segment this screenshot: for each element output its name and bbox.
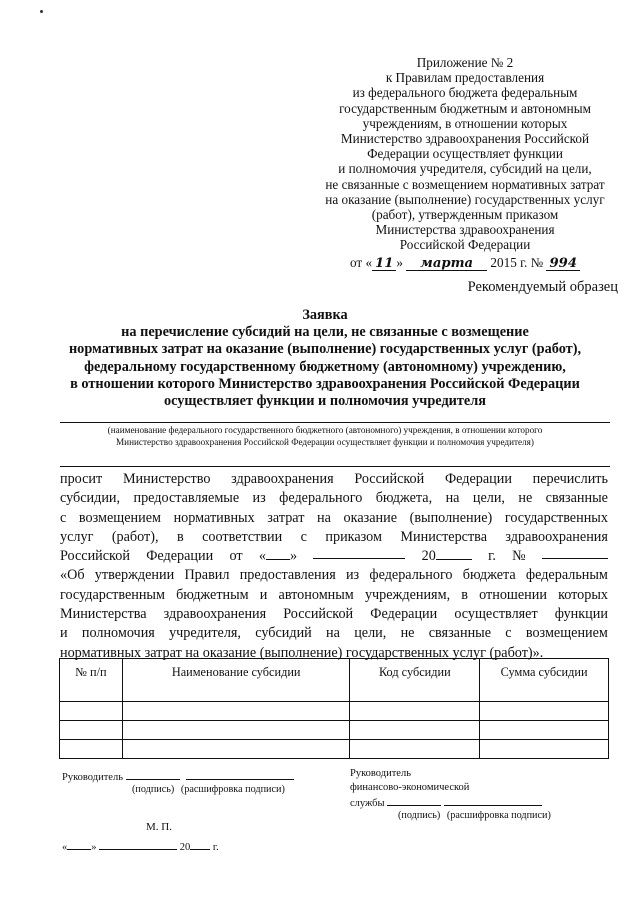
word: г. [488,548,496,565]
word: Федерации [146,548,214,565]
date-quote-close: » [91,842,97,853]
word: с [505,625,512,642]
word: возмещением [78,509,161,526]
word: бюджетным [176,586,249,603]
appendix-block [300,55,630,271]
body-line [60,605,608,624]
date-day-field[interactable] [67,839,91,850]
word: и [259,586,268,603]
word: Российской [60,548,130,565]
word: приказом [325,528,382,545]
word: полномочия [81,625,155,642]
word: на [445,490,460,507]
column-header-name: Наименование субсидии [122,659,350,702]
word: которых [558,586,608,603]
word: автономным [278,586,354,603]
word: просит [60,471,103,487]
word: Российской [354,471,425,487]
subsidy-table [59,658,609,759]
appendix-line: на оказание (выполнение) государственных услуг [325,191,605,207]
word: Министерство [122,471,211,487]
institution-name-line-2[interactable] [60,466,610,467]
year-prefix: 20 [421,548,436,565]
body-line [60,586,608,605]
table-row [60,721,609,740]
word: государственных [504,509,608,526]
word: здравоохранения [231,471,334,487]
word: из [252,490,266,507]
word: Федерации [370,606,438,623]
header-text: № п/п [75,665,107,679]
quote-open: « [258,548,266,565]
word: Федерации [444,471,512,487]
word: в [176,528,184,545]
word: функции [554,606,608,623]
appendix-line: из федерального бюджета федеральным [352,85,578,101]
finance-head-block [350,767,542,811]
word: и [60,625,68,642]
table-row [60,740,609,759]
signature-date [62,839,219,855]
table-cell[interactable] [122,702,350,721]
word: бюджета, [375,490,433,507]
finance-label-line: службы [350,798,385,809]
appendix-line: к Правилам предоставления [385,70,545,86]
table-cell[interactable] [60,740,123,759]
order-month-field[interactable] [313,547,405,559]
date-suffix: 2015 г. № [490,254,544,270]
request-body [60,470,608,663]
appendix-line: (работ), утвержденным приказом [371,207,559,223]
table-cell[interactable] [480,702,609,721]
table-row [60,702,609,721]
word: (работ), [111,528,159,545]
appendix-line: Федерации осуществляет функции [367,146,563,162]
word: субсидий [255,625,312,642]
word: здравоохранения [505,528,608,545]
finance-label-line: финансово-экономической [350,782,470,793]
word: услуг [60,528,94,545]
table-cell[interactable] [60,721,123,740]
body-line-order-date [60,547,608,566]
word: связанные [545,490,608,507]
date-year-field[interactable] [190,839,210,850]
column-header-amount: Сумма субсидии [480,659,609,702]
word: Российской [283,606,354,623]
word: затрат [267,509,305,526]
stamp-placeholder: М. П. [146,821,172,833]
title-line: осуществляет функции и полномочия учредителя [163,393,487,410]
appendix-line: Министерство здравоохранения Российской [340,131,590,147]
word: от [229,548,243,565]
date-suffix: г. [212,842,219,853]
number-sign: № [512,548,526,565]
appendix-line: Министерства здравоохранения [375,222,555,238]
caption-line: Министерство здравоохранения Российской Федерации осуществляет функции и полномочия учредителя) [116,437,534,447]
table-cell[interactable] [122,721,350,740]
table-cell[interactable] [480,740,609,759]
head-label: Руководитель [62,772,123,783]
appendix-line: не связанные с возмещением нормативных затрат [325,176,605,192]
table-cell[interactable] [122,740,350,759]
word: с [60,509,67,526]
word: Правил [184,567,230,584]
body-last-line: нормативных затрат на оказание (выполнение) государственных услуг (работ)». [60,644,544,661]
word: осуществляет [454,606,538,623]
title-line: в отношении которого Министерство здравоохранения Российской Федерации [70,375,580,392]
word: федерального [369,567,453,584]
order-day-field[interactable] [259,547,297,566]
word: в [461,586,468,603]
quote-close: » [289,548,298,565]
sign-caption: (подпись) [132,784,175,795]
word: перечислить [532,471,608,487]
head-signature-decode-field[interactable] [186,769,294,780]
table-cell[interactable] [350,721,480,740]
scan-dot [40,10,43,13]
word: здравоохранения [163,606,267,623]
body-line [60,509,608,528]
date-quote-open: « [62,842,68,853]
appendix-date-line [300,255,630,271]
word: учреждениям, [364,586,451,603]
word: из [345,567,360,584]
body-line [60,489,608,508]
appendix-line: Приложение № 2 [416,55,514,70]
date-prefix: от « [349,254,373,270]
table-cell[interactable] [350,740,480,759]
handwritten-day: 11 [372,257,396,271]
date-mid: » [396,254,403,270]
word: с [300,528,307,545]
finance-label-line: Руководитель [350,768,411,779]
institution-caption [60,424,590,448]
word: государственным [60,586,165,603]
order-year-field[interactable] [422,547,472,566]
word: учредителя, [169,625,241,642]
word: Министерства [400,528,487,545]
appendix-line: государственным бюджетным и автономным [339,100,591,116]
word: возмещением [525,625,608,642]
word: федерального [279,490,363,507]
finance-signature-field[interactable] [387,795,441,806]
decode-caption: (расшифровка подписи) [180,784,285,795]
word: утверждении [94,567,175,584]
head-signature-line [62,769,294,785]
handwritten-number: 994 [546,257,580,271]
word: на [326,625,340,642]
body-line [60,624,608,643]
finance-signature-captions [398,810,551,821]
title-line: нормативных затрат на оказание (выполнение) государственных услуг (работ), [68,341,582,358]
body-line [60,528,608,547]
sign-caption: (подпись) [398,810,441,821]
finance-signature-row [350,795,542,811]
title-line: на перечисление субсидий на цели, не связанные с возмещение [121,324,529,341]
appendix-line: и полномочия учредителя, субсидий на цели, [338,161,592,177]
table-cell[interactable] [350,702,480,721]
word: цели, [354,625,387,642]
appendix-line: Российской Федерации [399,237,531,253]
word: субсидии, [60,490,121,507]
word: (выполнение) [409,509,493,526]
head-signature-field[interactable] [126,769,180,780]
word: связанные [428,625,491,642]
word: цели, [472,490,505,507]
table-header-row [60,659,609,702]
word: бюджета [462,567,516,584]
body-line [60,566,608,585]
title-line: федеральному государственному бюджетному (автономному) учреждению, [84,358,566,375]
word: «Об [60,567,85,584]
body-line [60,470,608,489]
word: не [400,625,415,642]
institution-name-line[interactable] [60,422,610,423]
date-month-field[interactable] [99,839,177,850]
title-line: Заявка [302,307,348,323]
table-cell[interactable] [480,721,609,740]
appendix-line: учреждениям, в отношении которых [362,115,568,131]
word: не [518,490,533,507]
head-signature-captions [132,784,285,795]
word: предоставления [239,567,336,584]
word: предоставляемые [133,490,240,507]
word: Министерства [60,606,147,623]
finance-signature-decode-field[interactable] [444,795,542,806]
table-cell[interactable] [60,702,123,721]
word: отношении [479,586,547,603]
word: соответствии [202,528,283,545]
recommended-sample-label: Рекомендуемый образец [467,279,618,295]
word: на [317,509,331,526]
decode-caption: (расшифровка подписи) [446,810,551,821]
document-title [40,307,610,410]
word: нормативных [173,509,255,526]
handwritten-month: марта [406,257,487,271]
date-year-prefix: 20 [179,842,191,853]
word: оказание [343,509,397,526]
caption-line: (наименование федерального государственного бюджетного (автономного) учреждения, в отношении которого [107,425,543,435]
column-header-number [60,659,123,702]
column-header-code: Код субсидии [350,659,480,702]
order-number-field[interactable] [542,547,608,559]
word: федеральным [525,567,608,584]
